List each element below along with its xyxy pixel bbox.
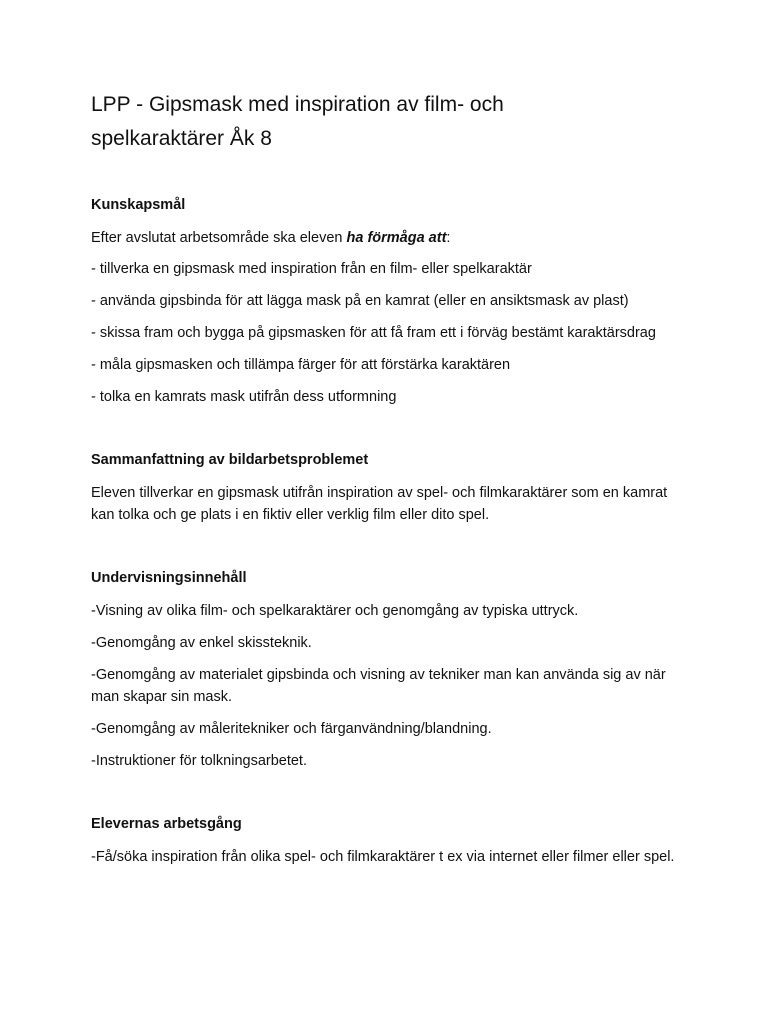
section-heading-undervisningsinnehall: Undervisningsinnehåll (91, 570, 247, 586)
list-item: -Instruktioner för tolkningsarbetet. (91, 753, 307, 769)
section-heading-kunskapsmal: Kunskapsmål (91, 197, 186, 213)
list-item: - använda gipsbinda för att lägga mask på en kamrat (eller en ansiktsmask av plast) (91, 293, 629, 309)
section-undervisningsinnehall (91, 568, 688, 772)
list-item: - tolka en kamrats mask utifrån dess utformning (91, 389, 397, 405)
list-item: -Genomgång av enkel skissteknik. (91, 635, 312, 651)
section-sammanfattning (91, 450, 688, 526)
list-item: - måla gipsmasken och tillämpa färger för att förstärka karaktären (91, 357, 511, 373)
section-kunskapsmal (91, 195, 688, 408)
arbetsgang-list (91, 846, 688, 868)
list-item: -Genomgång av måleritekniker och färganvändning/blandning. (91, 721, 492, 737)
list-item: -Genomgång av materialet gipsbinda och visning av tekniker man kan använda sig av när man skapar sin mask. (91, 667, 666, 705)
sammanfattning-text: Eleven tillverkar en gipsmask utifrån inspiration av spel- och filmkaraktärer som en kamrat kan tolka och ge plats i en fiktiv eller verklig film eller dito spel. (91, 485, 668, 523)
list-item: - skissa fram och bygga på gipsmasken för att få fram ett i förväg bestämt karaktärsdrag (91, 325, 656, 341)
section-heading-sammanfattning: Sammanfattning av bildarbetsproblemet (91, 452, 369, 468)
intro-suffix: : (446, 230, 451, 246)
kunskapsmal-list (91, 258, 688, 408)
section-elevernas-arbetsgang (91, 814, 688, 868)
list-item: -Få/söka inspiration från olika spel- och filmkaraktärer t ex via internet eller filmer eller spel. (91, 849, 675, 865)
intro-prefix: Efter avslutat arbetsområde ska eleven (91, 230, 347, 246)
list-item: -Visning av olika film- och spelkaraktärer och genomgång av typiska uttryck. (91, 603, 579, 619)
kunskapsmal-intro (91, 227, 688, 249)
document-title: LPP - Gipsmask med inspiration av film- och spelkaraktärer Åk 8 (91, 93, 504, 150)
list-item: - tillverka en gipsmask med inspiration från en film- eller spelkaraktär (91, 261, 532, 277)
intro-emphasis: ha förmåga att (346, 230, 447, 246)
section-heading-arbetsgang: Elevernas arbetsgång (91, 816, 242, 832)
undervisning-list (91, 600, 688, 772)
